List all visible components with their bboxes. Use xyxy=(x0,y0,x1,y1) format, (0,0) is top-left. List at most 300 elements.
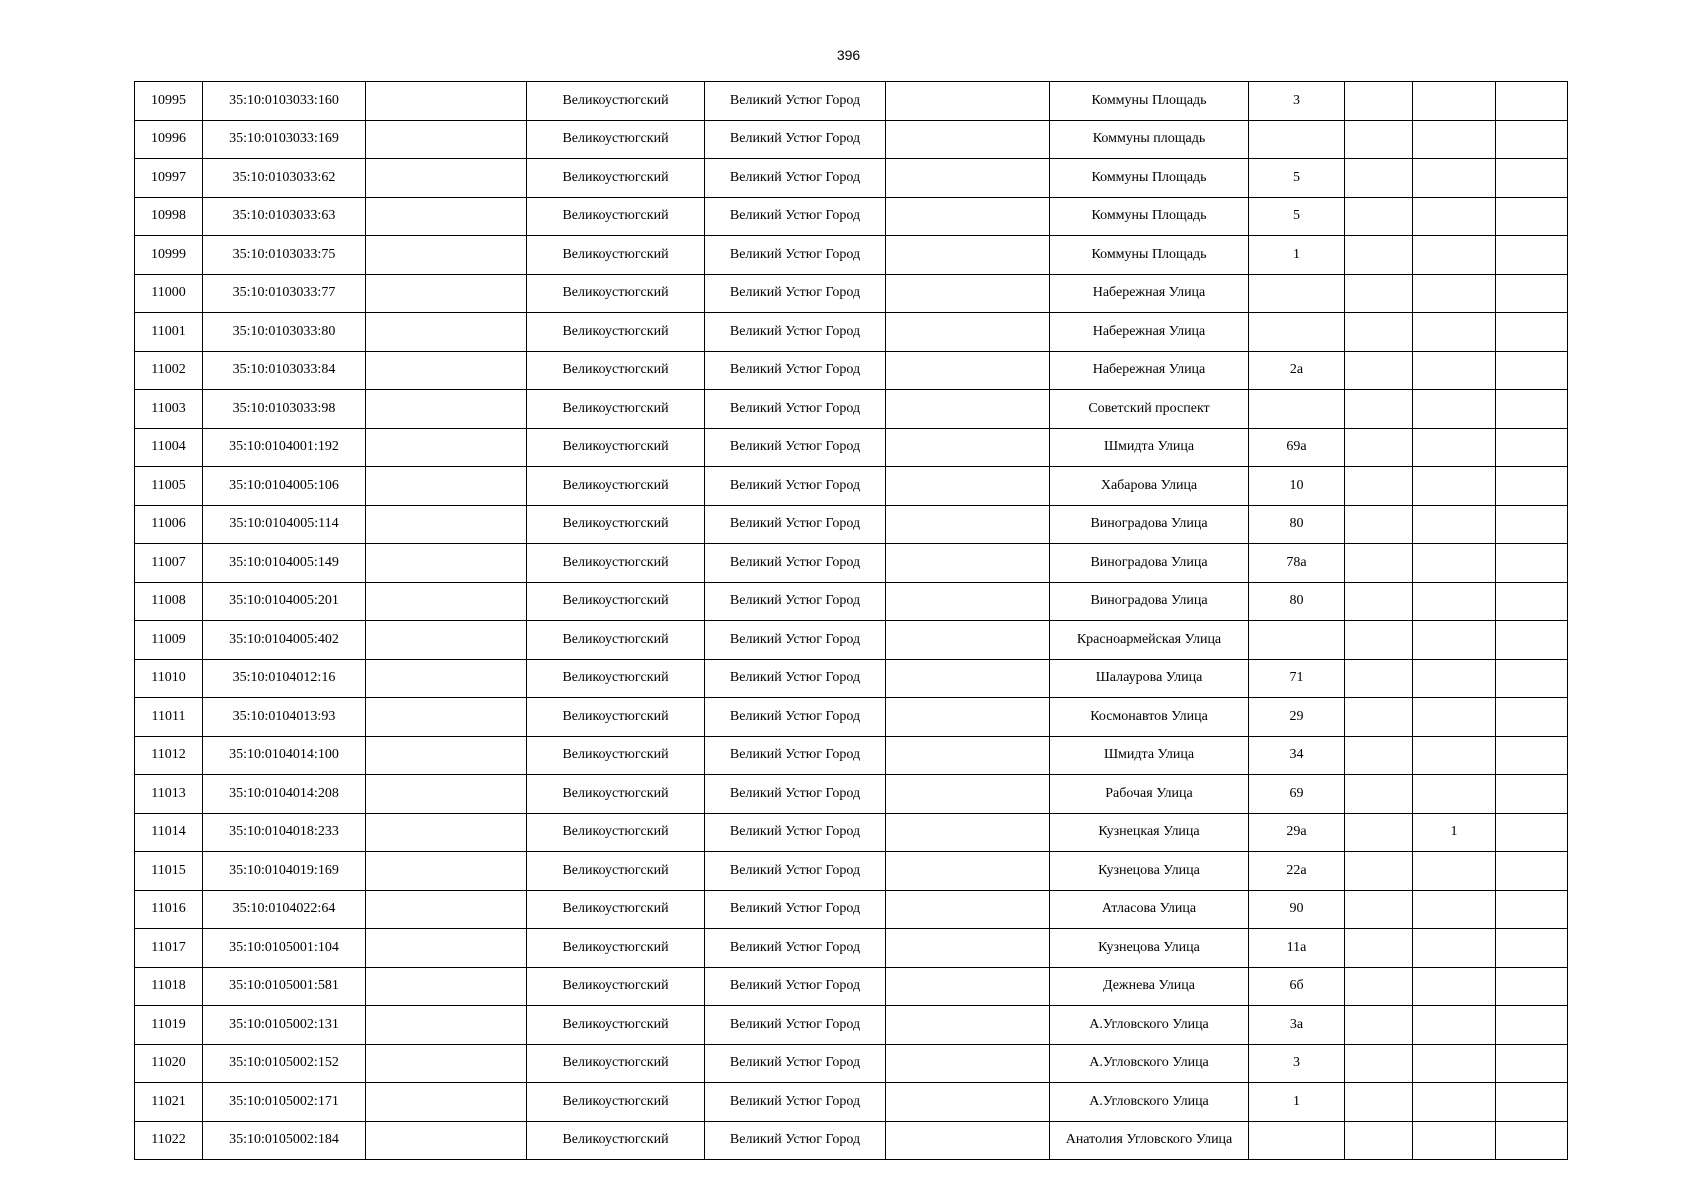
cadastral-number-cell: 35:10:0105002:152 xyxy=(203,1044,366,1083)
district-cell: Великоустюгский xyxy=(527,890,705,929)
column-9-cell xyxy=(1345,929,1413,968)
column-11-cell xyxy=(1496,428,1568,467)
table-row xyxy=(135,929,1568,968)
column-6-cell xyxy=(886,582,1050,621)
settlement-cell: Великий Устюг Город xyxy=(705,890,886,929)
column-9-cell xyxy=(1345,274,1413,313)
column-11-cell xyxy=(1496,236,1568,275)
column-6-cell xyxy=(886,428,1050,467)
page-number: 396 xyxy=(836,47,861,63)
table-row xyxy=(135,659,1568,698)
street-cell: Атласова Улица xyxy=(1050,890,1249,929)
column-9-cell xyxy=(1345,1006,1413,1045)
table-body xyxy=(135,82,1568,1160)
district-cell: Великоустюгский xyxy=(527,313,705,352)
cadastral-number-cell: 35:10:0105001:104 xyxy=(203,929,366,968)
street-cell: Виноградова Улица xyxy=(1050,544,1249,583)
column-10-cell xyxy=(1413,1044,1496,1083)
column-11-cell xyxy=(1496,659,1568,698)
column-10-cell xyxy=(1413,120,1496,159)
column-9-cell xyxy=(1345,890,1413,929)
house-number-cell: 71 xyxy=(1249,659,1345,698)
column-3-cell xyxy=(366,582,527,621)
street-cell: Кузнецкая Улица xyxy=(1050,813,1249,852)
table-row xyxy=(135,351,1568,390)
column-3-cell xyxy=(366,197,527,236)
column-6-cell xyxy=(886,197,1050,236)
table-row xyxy=(135,1083,1568,1122)
column-10-cell: 1 xyxy=(1413,813,1496,852)
column-3-cell xyxy=(366,236,527,275)
district-cell: Великоустюгский xyxy=(527,967,705,1006)
cadastral-number-cell: 35:10:0103033:84 xyxy=(203,351,366,390)
column-11-cell xyxy=(1496,82,1568,121)
record-number-cell: 11001 xyxy=(135,313,203,352)
house-number-cell: 69 xyxy=(1249,775,1345,814)
settlement-cell: Великий Устюг Город xyxy=(705,582,886,621)
district-cell: Великоустюгский xyxy=(527,1083,705,1122)
street-cell: Кузнецова Улица xyxy=(1050,929,1249,968)
column-6-cell xyxy=(886,1083,1050,1122)
settlement-cell: Великий Устюг Город xyxy=(705,698,886,737)
table-row xyxy=(135,582,1568,621)
column-6-cell xyxy=(886,621,1050,660)
cadastral-number-cell: 35:10:0104014:100 xyxy=(203,736,366,775)
column-3-cell xyxy=(366,813,527,852)
column-9-cell xyxy=(1345,197,1413,236)
column-6-cell xyxy=(886,967,1050,1006)
district-cell: Великоустюгский xyxy=(527,544,705,583)
column-6-cell xyxy=(886,351,1050,390)
table-row xyxy=(135,505,1568,544)
column-10-cell xyxy=(1413,505,1496,544)
street-cell: Набережная Улица xyxy=(1050,351,1249,390)
column-6-cell xyxy=(886,736,1050,775)
column-9-cell xyxy=(1345,1044,1413,1083)
table-row xyxy=(135,544,1568,583)
cadastral-number-cell: 35:10:0103033:80 xyxy=(203,313,366,352)
settlement-cell: Великий Устюг Город xyxy=(705,621,886,660)
record-number-cell: 11006 xyxy=(135,505,203,544)
house-number-cell xyxy=(1249,120,1345,159)
column-6-cell xyxy=(886,659,1050,698)
house-number-cell: 29а xyxy=(1249,813,1345,852)
table-row xyxy=(135,197,1568,236)
column-9-cell xyxy=(1345,236,1413,275)
house-number-cell: 10 xyxy=(1249,467,1345,506)
house-number-cell: 34 xyxy=(1249,736,1345,775)
settlement-cell: Великий Устюг Город xyxy=(705,197,886,236)
house-number-cell: 3 xyxy=(1249,1044,1345,1083)
house-number-cell: 6б xyxy=(1249,967,1345,1006)
cadastral-number-cell: 35:10:0104012:16 xyxy=(203,659,366,698)
house-number-cell: 29 xyxy=(1249,698,1345,737)
table-row xyxy=(135,890,1568,929)
record-number-cell: 11000 xyxy=(135,274,203,313)
house-number-cell xyxy=(1249,621,1345,660)
column-10-cell xyxy=(1413,197,1496,236)
table-row xyxy=(135,736,1568,775)
column-10-cell xyxy=(1413,929,1496,968)
column-3-cell xyxy=(366,159,527,198)
column-9-cell xyxy=(1345,736,1413,775)
column-11-cell xyxy=(1496,852,1568,891)
table-row xyxy=(135,428,1568,467)
column-3-cell xyxy=(366,775,527,814)
table-row xyxy=(135,621,1568,660)
column-11-cell xyxy=(1496,1083,1568,1122)
table-row xyxy=(135,82,1568,121)
table-row xyxy=(135,852,1568,891)
cadastral-number-cell: 35:10:0104005:201 xyxy=(203,582,366,621)
house-number-cell: 1 xyxy=(1249,1083,1345,1122)
house-number-cell: 22а xyxy=(1249,852,1345,891)
column-10-cell xyxy=(1413,736,1496,775)
column-10-cell xyxy=(1413,544,1496,583)
column-9-cell xyxy=(1345,505,1413,544)
cadastral-number-cell: 35:10:0104019:169 xyxy=(203,852,366,891)
column-9-cell xyxy=(1345,390,1413,429)
column-10-cell xyxy=(1413,967,1496,1006)
record-number-cell: 11003 xyxy=(135,390,203,429)
district-cell: Великоустюгский xyxy=(527,621,705,660)
district-cell: Великоустюгский xyxy=(527,582,705,621)
table-row xyxy=(135,120,1568,159)
district-cell: Великоустюгский xyxy=(527,813,705,852)
column-3-cell xyxy=(366,1083,527,1122)
column-11-cell xyxy=(1496,775,1568,814)
column-3-cell xyxy=(366,1121,527,1160)
column-10-cell xyxy=(1413,1006,1496,1045)
column-9-cell xyxy=(1345,698,1413,737)
settlement-cell: Великий Устюг Город xyxy=(705,813,886,852)
column-10-cell xyxy=(1413,236,1496,275)
column-9-cell xyxy=(1345,967,1413,1006)
record-number-cell: 11015 xyxy=(135,852,203,891)
column-6-cell xyxy=(886,852,1050,891)
street-cell: Рабочая Улица xyxy=(1050,775,1249,814)
settlement-cell: Великий Устюг Город xyxy=(705,1044,886,1083)
record-number-cell: 11002 xyxy=(135,351,203,390)
district-cell: Великоустюгский xyxy=(527,82,705,121)
column-9-cell xyxy=(1345,582,1413,621)
house-number-cell xyxy=(1249,313,1345,352)
column-11-cell xyxy=(1496,467,1568,506)
cadastral-number-cell: 35:10:0104022:64 xyxy=(203,890,366,929)
house-number-cell: 90 xyxy=(1249,890,1345,929)
column-10-cell xyxy=(1413,621,1496,660)
street-cell: Советский проспект xyxy=(1050,390,1249,429)
record-number-cell: 10998 xyxy=(135,197,203,236)
column-9-cell xyxy=(1345,351,1413,390)
column-6-cell xyxy=(886,698,1050,737)
district-cell: Великоустюгский xyxy=(527,659,705,698)
house-number-cell: 80 xyxy=(1249,582,1345,621)
cadastral-number-cell: 35:10:0103033:77 xyxy=(203,274,366,313)
settlement-cell: Великий Устюг Город xyxy=(705,775,886,814)
district-cell: Великоустюгский xyxy=(527,274,705,313)
street-cell: Космонавтов Улица xyxy=(1050,698,1249,737)
column-3-cell xyxy=(366,544,527,583)
column-10-cell xyxy=(1413,698,1496,737)
house-number-cell: 1 xyxy=(1249,236,1345,275)
cadastral-number-cell: 35:10:0103033:169 xyxy=(203,120,366,159)
table-row xyxy=(135,313,1568,352)
column-6-cell xyxy=(886,1006,1050,1045)
record-number-cell: 11019 xyxy=(135,1006,203,1045)
record-number-cell: 11013 xyxy=(135,775,203,814)
column-10-cell xyxy=(1413,82,1496,121)
district-cell: Великоустюгский xyxy=(527,236,705,275)
column-9-cell xyxy=(1345,82,1413,121)
column-6-cell xyxy=(886,544,1050,583)
cadastral-number-cell: 35:10:0103033:63 xyxy=(203,197,366,236)
table-row xyxy=(135,1044,1568,1083)
cadastral-number-cell: 35:10:0103033:75 xyxy=(203,236,366,275)
settlement-cell: Великий Устюг Город xyxy=(705,929,886,968)
cadastral-number-cell: 35:10:0104005:149 xyxy=(203,544,366,583)
cadastral-number-cell: 35:10:0103033:62 xyxy=(203,159,366,198)
column-9-cell xyxy=(1345,467,1413,506)
column-3-cell xyxy=(366,120,527,159)
column-6-cell xyxy=(886,120,1050,159)
column-11-cell xyxy=(1496,351,1568,390)
district-cell: Великоустюгский xyxy=(527,428,705,467)
column-10-cell xyxy=(1413,351,1496,390)
house-number-cell: 3а xyxy=(1249,1006,1345,1045)
column-6-cell xyxy=(886,1044,1050,1083)
column-9-cell xyxy=(1345,775,1413,814)
column-9-cell xyxy=(1345,621,1413,660)
column-9-cell xyxy=(1345,428,1413,467)
column-11-cell xyxy=(1496,274,1568,313)
record-number-cell: 11012 xyxy=(135,736,203,775)
column-10-cell xyxy=(1413,852,1496,891)
district-cell: Великоустюгский xyxy=(527,120,705,159)
settlement-cell: Великий Устюг Город xyxy=(705,313,886,352)
column-3-cell xyxy=(366,698,527,737)
record-number-cell: 11020 xyxy=(135,1044,203,1083)
street-cell: Дежнева Улица xyxy=(1050,967,1249,1006)
district-cell: Великоустюгский xyxy=(527,1006,705,1045)
column-11-cell xyxy=(1496,582,1568,621)
column-11-cell xyxy=(1496,544,1568,583)
district-cell: Великоустюгский xyxy=(527,197,705,236)
district-cell: Великоустюгский xyxy=(527,1121,705,1160)
column-3-cell xyxy=(366,351,527,390)
district-cell: Великоустюгский xyxy=(527,390,705,429)
column-10-cell xyxy=(1413,274,1496,313)
column-11-cell xyxy=(1496,390,1568,429)
column-10-cell xyxy=(1413,659,1496,698)
column-6-cell xyxy=(886,775,1050,814)
column-9-cell xyxy=(1345,120,1413,159)
column-11-cell xyxy=(1496,929,1568,968)
column-3-cell xyxy=(366,313,527,352)
settlement-cell: Великий Устюг Город xyxy=(705,1006,886,1045)
cadastral-number-cell: 35:10:0104005:114 xyxy=(203,505,366,544)
settlement-cell: Великий Устюг Город xyxy=(705,351,886,390)
settlement-cell: Великий Устюг Город xyxy=(705,659,886,698)
settlement-cell: Великий Устюг Город xyxy=(705,736,886,775)
table-row xyxy=(135,698,1568,737)
column-3-cell xyxy=(366,390,527,429)
column-6-cell xyxy=(886,890,1050,929)
street-cell: Шмидта Улица xyxy=(1050,428,1249,467)
settlement-cell: Великий Устюг Город xyxy=(705,274,886,313)
column-9-cell xyxy=(1345,813,1413,852)
record-number-cell: 11021 xyxy=(135,1083,203,1122)
column-9-cell xyxy=(1345,159,1413,198)
cadastral-number-cell: 35:10:0104005:106 xyxy=(203,467,366,506)
settlement-cell: Великий Устюг Город xyxy=(705,505,886,544)
house-number-cell: 11а xyxy=(1249,929,1345,968)
record-number-cell: 11016 xyxy=(135,890,203,929)
cadastral-number-cell: 35:10:0105002:131 xyxy=(203,1006,366,1045)
column-3-cell xyxy=(366,82,527,121)
column-11-cell xyxy=(1496,120,1568,159)
column-9-cell xyxy=(1345,313,1413,352)
column-6-cell xyxy=(886,159,1050,198)
street-cell: Коммуны Площадь xyxy=(1050,159,1249,198)
table-row xyxy=(135,159,1568,198)
district-cell: Великоустюгский xyxy=(527,775,705,814)
column-10-cell xyxy=(1413,313,1496,352)
house-number-cell: 78а xyxy=(1249,544,1345,583)
column-11-cell xyxy=(1496,736,1568,775)
table-row xyxy=(135,274,1568,313)
settlement-cell: Великий Устюг Город xyxy=(705,120,886,159)
cadastral-number-cell: 35:10:0103033:98 xyxy=(203,390,366,429)
column-6-cell xyxy=(886,274,1050,313)
house-number-cell: 69а xyxy=(1249,428,1345,467)
street-cell: Виноградова Улица xyxy=(1050,505,1249,544)
column-6-cell xyxy=(886,390,1050,429)
record-number-cell: 11009 xyxy=(135,621,203,660)
column-9-cell xyxy=(1345,1121,1413,1160)
settlement-cell: Великий Устюг Город xyxy=(705,544,886,583)
record-number-cell: 11022 xyxy=(135,1121,203,1160)
street-cell: Набережная Улица xyxy=(1050,274,1249,313)
column-11-cell xyxy=(1496,890,1568,929)
column-3-cell xyxy=(366,929,527,968)
column-11-cell xyxy=(1496,698,1568,737)
street-cell: Коммуны Площадь xyxy=(1050,197,1249,236)
house-number-cell xyxy=(1249,390,1345,429)
district-cell: Великоустюгский xyxy=(527,1044,705,1083)
settlement-cell: Великий Устюг Город xyxy=(705,159,886,198)
street-cell: Анатолия Угловского Улица xyxy=(1050,1121,1249,1160)
column-3-cell xyxy=(366,467,527,506)
column-10-cell xyxy=(1413,428,1496,467)
settlement-cell: Великий Устюг Город xyxy=(705,1083,886,1122)
district-cell: Великоустюгский xyxy=(527,929,705,968)
column-3-cell xyxy=(366,659,527,698)
street-cell: Коммуны Площадь xyxy=(1050,236,1249,275)
cadastral-number-cell: 35:10:0105002:171 xyxy=(203,1083,366,1122)
settlement-cell: Великий Устюг Город xyxy=(705,1121,886,1160)
column-6-cell xyxy=(886,236,1050,275)
cadastral-number-cell: 35:10:0103033:160 xyxy=(203,82,366,121)
record-number-cell: 11007 xyxy=(135,544,203,583)
column-10-cell xyxy=(1413,467,1496,506)
column-6-cell xyxy=(886,929,1050,968)
column-11-cell xyxy=(1496,967,1568,1006)
table-row xyxy=(135,390,1568,429)
street-cell: Шалаурова Улица xyxy=(1050,659,1249,698)
column-3-cell xyxy=(366,1006,527,1045)
house-number-cell xyxy=(1249,274,1345,313)
table-row xyxy=(135,236,1568,275)
district-cell: Великоустюгский xyxy=(527,736,705,775)
column-3-cell xyxy=(366,621,527,660)
column-6-cell xyxy=(886,505,1050,544)
record-number-cell: 11008 xyxy=(135,582,203,621)
district-cell: Великоустюгский xyxy=(527,505,705,544)
column-6-cell xyxy=(886,467,1050,506)
column-11-cell xyxy=(1496,813,1568,852)
cadastral-number-cell: 35:10:0104005:402 xyxy=(203,621,366,660)
settlement-cell: Великий Устюг Город xyxy=(705,236,886,275)
column-3-cell xyxy=(366,890,527,929)
column-11-cell xyxy=(1496,197,1568,236)
column-10-cell xyxy=(1413,390,1496,429)
record-number-cell: 10999 xyxy=(135,236,203,275)
house-number-cell: 2а xyxy=(1249,351,1345,390)
district-cell: Великоустюгский xyxy=(527,159,705,198)
street-cell: Кузнецова Улица xyxy=(1050,852,1249,891)
table-row xyxy=(135,1121,1568,1160)
column-11-cell xyxy=(1496,313,1568,352)
table-row xyxy=(135,775,1568,814)
district-cell: Великоустюгский xyxy=(527,467,705,506)
street-cell: Хабарова Улица xyxy=(1050,467,1249,506)
house-number-cell xyxy=(1249,1121,1345,1160)
cadastral-number-cell: 35:10:0104001:192 xyxy=(203,428,366,467)
table-row xyxy=(135,1006,1568,1045)
column-11-cell xyxy=(1496,1006,1568,1045)
settlement-cell: Великий Устюг Город xyxy=(705,852,886,891)
column-11-cell xyxy=(1496,1044,1568,1083)
column-9-cell xyxy=(1345,544,1413,583)
column-11-cell xyxy=(1496,1121,1568,1160)
district-cell: Великоустюгский xyxy=(527,852,705,891)
table-row xyxy=(135,813,1568,852)
cadastral-number-cell: 35:10:0104018:233 xyxy=(203,813,366,852)
street-cell: А.Угловского Улица xyxy=(1050,1006,1249,1045)
column-11-cell xyxy=(1496,621,1568,660)
table-row xyxy=(135,967,1568,1006)
street-cell: Виноградова Улица xyxy=(1050,582,1249,621)
record-number-cell: 11010 xyxy=(135,659,203,698)
column-10-cell xyxy=(1413,1121,1496,1160)
cadastral-number-cell: 35:10:0104013:93 xyxy=(203,698,366,737)
column-10-cell xyxy=(1413,159,1496,198)
column-3-cell xyxy=(366,1044,527,1083)
column-3-cell xyxy=(366,274,527,313)
cadastral-number-cell: 35:10:0105001:581 xyxy=(203,967,366,1006)
district-cell: Великоустюгский xyxy=(527,351,705,390)
column-3-cell xyxy=(366,428,527,467)
column-6-cell xyxy=(886,82,1050,121)
street-cell: А.Угловского Улица xyxy=(1050,1083,1249,1122)
cadastral-number-cell: 35:10:0104014:208 xyxy=(203,775,366,814)
registry-table xyxy=(134,81,1568,1160)
record-number-cell: 10997 xyxy=(135,159,203,198)
column-3-cell xyxy=(366,736,527,775)
house-number-cell: 5 xyxy=(1249,159,1345,198)
column-11-cell xyxy=(1496,159,1568,198)
